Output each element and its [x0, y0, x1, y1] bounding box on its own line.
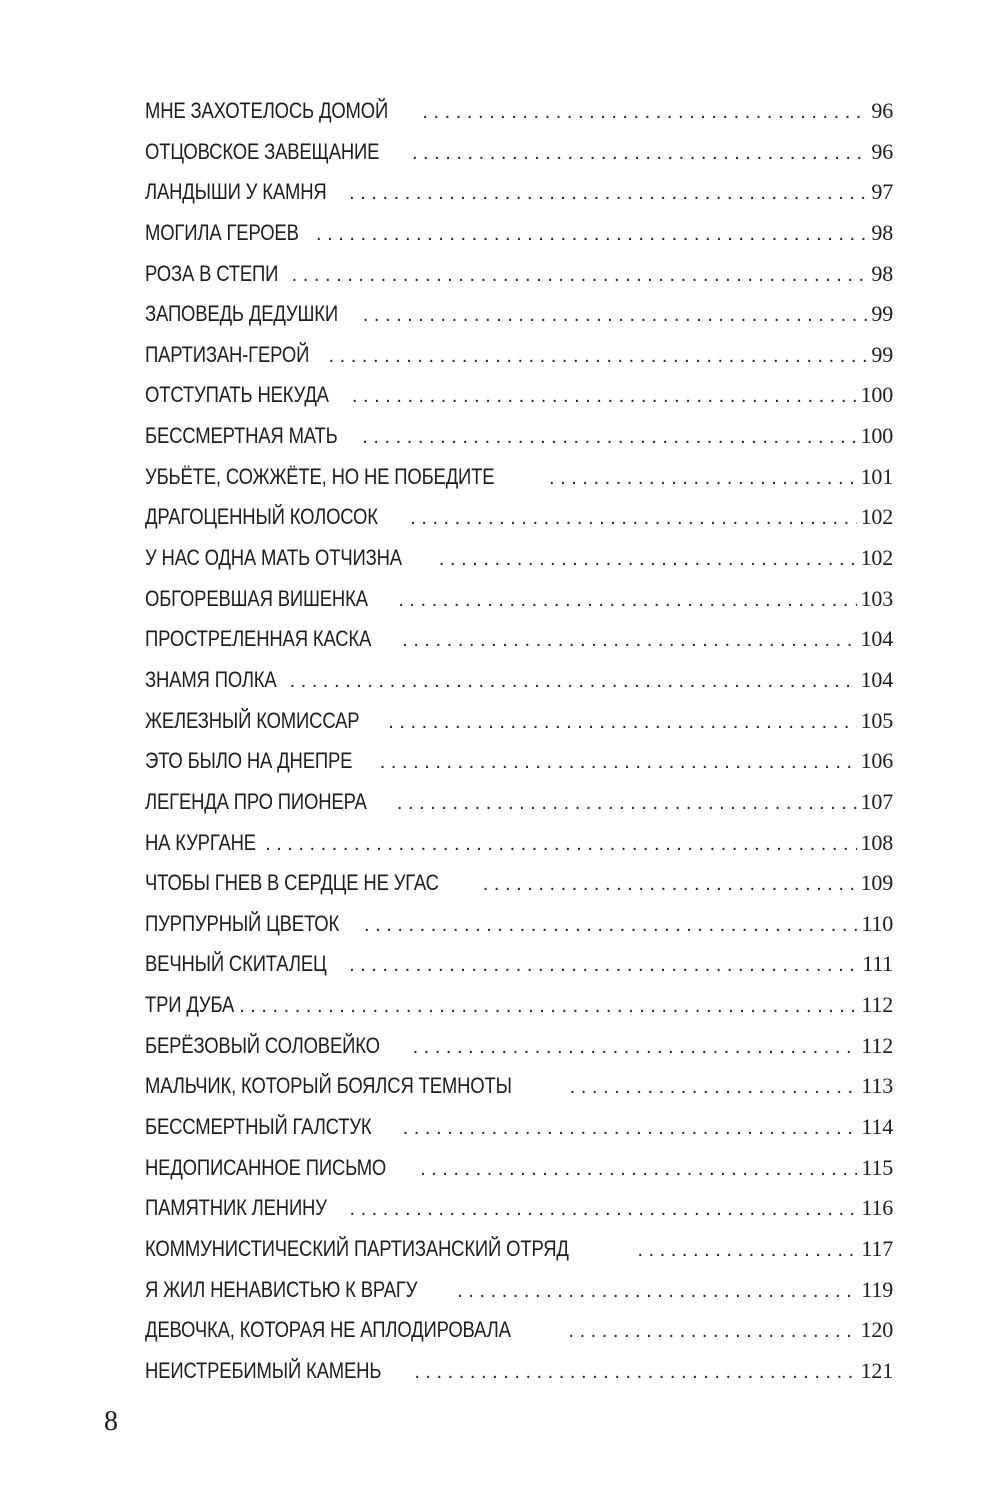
toc-dot-leader [316, 223, 867, 246]
toc-entry-page: 108 [860, 829, 893, 855]
toc-entry-page: 116 [861, 1195, 893, 1221]
toc-entry-title: УБЬЁТЕ, СОЖЖЁТЕ, НО НЕ ПОБЕДИТЕ [145, 463, 495, 489]
toc-entry [145, 1277, 893, 1318]
toc-entry-page: 109 [860, 870, 893, 896]
toc-dot-leader [568, 1320, 856, 1343]
toc-entry-title: ЖЕЛЕЗНЫЙ КОМИССАР [145, 707, 360, 733]
toc-entry-page: 100 [860, 382, 893, 408]
toc-entry-title: ОБГОРЕВШАЯ ВИШЕНКА [145, 585, 368, 611]
toc-entry-title: КОММУНИСТИЧЕСКИЙ ПАРТИЗАНСКИЙ ОТРЯД [145, 1235, 569, 1261]
toc-entry [145, 139, 893, 180]
toc-dot-leader [349, 182, 867, 205]
toc-entry-title: ЗАПОВЕДЬ ДЕДУШКИ [145, 301, 338, 327]
toc-entry-page: 111 [862, 951, 893, 977]
toc-entry [145, 586, 893, 627]
toc-entry-page: 98 [871, 219, 893, 245]
toc-dot-leader [637, 1239, 857, 1262]
toc-entry [145, 667, 893, 708]
toc-entry-page: 119 [861, 1276, 893, 1302]
toc-entry-title: МАЛЬЧИК, КОТОРЫЙ БОЯЛСЯ ТЕМНОТЫ [145, 1073, 512, 1099]
toc-dot-leader [352, 385, 857, 408]
toc-dot-leader [410, 507, 856, 530]
toc-dot-leader [439, 548, 857, 571]
toc-entry [145, 179, 893, 220]
toc-entry-title: ПУРПУРНЫЙ ЦВЕТОК [145, 910, 340, 936]
toc-entry [145, 748, 893, 789]
toc-entry-page: 107 [860, 788, 893, 814]
toc-entry [145, 992, 893, 1033]
toc-entry [145, 1358, 893, 1399]
toc-entry-page: 96 [871, 98, 893, 123]
toc-dot-leader [422, 101, 867, 124]
toc-entry-page: 96 [871, 138, 893, 164]
toc-entry-page: 101 [860, 463, 893, 489]
toc-entry-title: У НАС ОДНА МАТЬ ОТЧИЗНА [145, 545, 402, 571]
table-of-contents [145, 98, 893, 1399]
toc-entry [145, 870, 893, 911]
toc-entry-title: НА КУРГАНЕ [145, 829, 256, 855]
toc-entry-title: НЕИСТРЕБИМЫЙ КАМЕНЬ [145, 1357, 382, 1383]
toc-entry [145, 951, 893, 992]
toc-entry [145, 545, 893, 586]
toc-dot-leader [388, 711, 856, 734]
toc-entry [145, 261, 893, 302]
toc-entry [145, 1236, 893, 1277]
toc-entry-title: ДЕВОЧКА, КОТОРАЯ НЕ АПЛОДИРОВАЛА [145, 1317, 511, 1343]
toc-entry-title: ЛАНДЫШИ У КАМНЯ [145, 179, 327, 205]
toc-entry-page: 115 [861, 1154, 893, 1180]
toc-entry-page: 98 [871, 260, 893, 286]
toc-entry-title: ЭТО БЫЛО НА ДНЕПРЕ [145, 748, 353, 774]
toc-dot-leader [363, 304, 868, 327]
toc-entry [145, 98, 893, 139]
toc-entry [145, 1317, 893, 1358]
toc-dot-leader [403, 1117, 858, 1140]
toc-entry-page: 104 [860, 626, 893, 652]
toc-entry [145, 382, 893, 423]
toc-entry [145, 830, 893, 871]
toc-entry-page: 97 [871, 179, 893, 205]
toc-entry [145, 911, 893, 952]
toc-entry-page: 99 [871, 301, 893, 327]
toc-entry-page: 110 [861, 910, 893, 936]
toc-entry-title: ПРОСТРЕЛЕННАЯ КАСКА [145, 626, 372, 652]
toc-entry-page: 102 [860, 545, 893, 571]
toc-entry [145, 342, 893, 383]
toc-entry [145, 423, 893, 464]
toc-entry-title: МОГИЛА ГЕРОЕВ [145, 219, 299, 245]
toc-dot-leader [402, 629, 856, 652]
toc-entry-page: 103 [860, 585, 893, 611]
toc-entry [145, 708, 893, 749]
toc-entry-title: Я ЖИЛ НЕНАВИСТЬЮ К ВРАГУ [145, 1276, 418, 1302]
toc-entry [145, 626, 893, 667]
toc-dot-leader [292, 264, 868, 287]
toc-dot-leader [265, 833, 857, 856]
toc-dot-leader [380, 751, 857, 774]
toc-dot-leader [413, 1036, 858, 1059]
toc-dot-leader [239, 995, 857, 1018]
toc-entry-title: ПАМЯТНИК ЛЕНИНУ [145, 1195, 327, 1221]
toc-entry-title: ЗНАМЯ ПОЛКА [145, 666, 277, 692]
toc-entry [145, 1033, 893, 1074]
toc-entry [145, 1073, 893, 1114]
toc-dot-leader [549, 467, 857, 490]
toc-entry-title: МНЕ ЗАХОТЕЛОСЬ ДОМОЙ [145, 98, 389, 123]
toc-entry-title: ТРИ ДУБА [145, 992, 235, 1018]
toc-dot-leader [362, 426, 856, 449]
toc-entry-title: ОТЦОВСКОЕ ЗАВЕЩАНИЕ [145, 138, 380, 164]
toc-dot-leader [349, 1198, 857, 1221]
toc-dot-leader [364, 914, 857, 937]
toc-entry-page: 105 [860, 707, 893, 733]
toc-dot-leader [483, 873, 857, 896]
toc-dot-leader [420, 1158, 857, 1181]
toc-entry [145, 464, 893, 505]
toc-entry-page: 120 [860, 1317, 893, 1343]
toc-dot-leader [329, 345, 868, 368]
toc-dot-leader [414, 1361, 856, 1384]
toc-dot-leader [457, 1280, 857, 1303]
toc-entry-page: 117 [861, 1235, 893, 1261]
toc-dot-leader [570, 1076, 858, 1099]
toc-dot-leader [290, 670, 857, 693]
toc-dot-leader [397, 792, 857, 815]
toc-entry-title: РОЗА В СТЕПИ [145, 260, 279, 286]
toc-dot-leader [412, 142, 867, 165]
toc-entry [145, 504, 893, 545]
toc-entry-title: ЛЕГЕНДА ПРО ПИОНЕРА [145, 788, 367, 814]
toc-entry [145, 1195, 893, 1236]
toc-entry-page: 102 [860, 504, 893, 530]
toc-entry-title: БЕРЁЗОВЫЙ СОЛОВЕЙКО [145, 1032, 380, 1058]
toc-entry-page: 104 [860, 666, 893, 692]
toc-entry [145, 1155, 893, 1196]
toc-entry-title: ВЕЧНЫЙ СКИТАЛЕЦ [145, 951, 327, 977]
toc-entry-title: БЕССМЕРТНАЯ МАТЬ [145, 423, 338, 449]
toc-entry [145, 789, 893, 830]
toc-entry-title: ЧТОБЫ ГНЕВ В СЕРДЦЕ НЕ УГАС [145, 870, 439, 896]
toc-entry-page: 99 [871, 341, 893, 367]
page-number: 8 [104, 1406, 118, 1437]
toc-entry [145, 220, 893, 261]
toc-entry-title: ОТСТУПАТЬ НЕКУДА [145, 382, 329, 408]
toc-entry-page: 106 [860, 748, 893, 774]
toc-entry [145, 1114, 893, 1155]
toc-entry-page: 100 [860, 423, 893, 449]
toc-entry-title: ПАРТИЗАН-ГЕРОЙ [145, 341, 310, 367]
toc-entry-page: 112 [861, 992, 893, 1018]
toc-entry-page: 113 [861, 1073, 893, 1099]
toc-dot-leader [349, 954, 858, 977]
toc-dot-leader [398, 589, 856, 612]
toc-entry-title: НЕДОПИСАННОЕ ПИСЬМО [145, 1154, 387, 1180]
toc-entry-page: 114 [861, 1114, 893, 1140]
toc-entry-title: ДРАГОЦЕННЫЙ КОЛОСОК [145, 504, 378, 530]
toc-entry-page: 121 [860, 1357, 893, 1383]
toc-entry-title: БЕССМЕРТНЫЙ ГАЛСТУК [145, 1114, 372, 1140]
toc-entry-page: 112 [861, 1032, 893, 1058]
toc-entry [145, 301, 893, 342]
